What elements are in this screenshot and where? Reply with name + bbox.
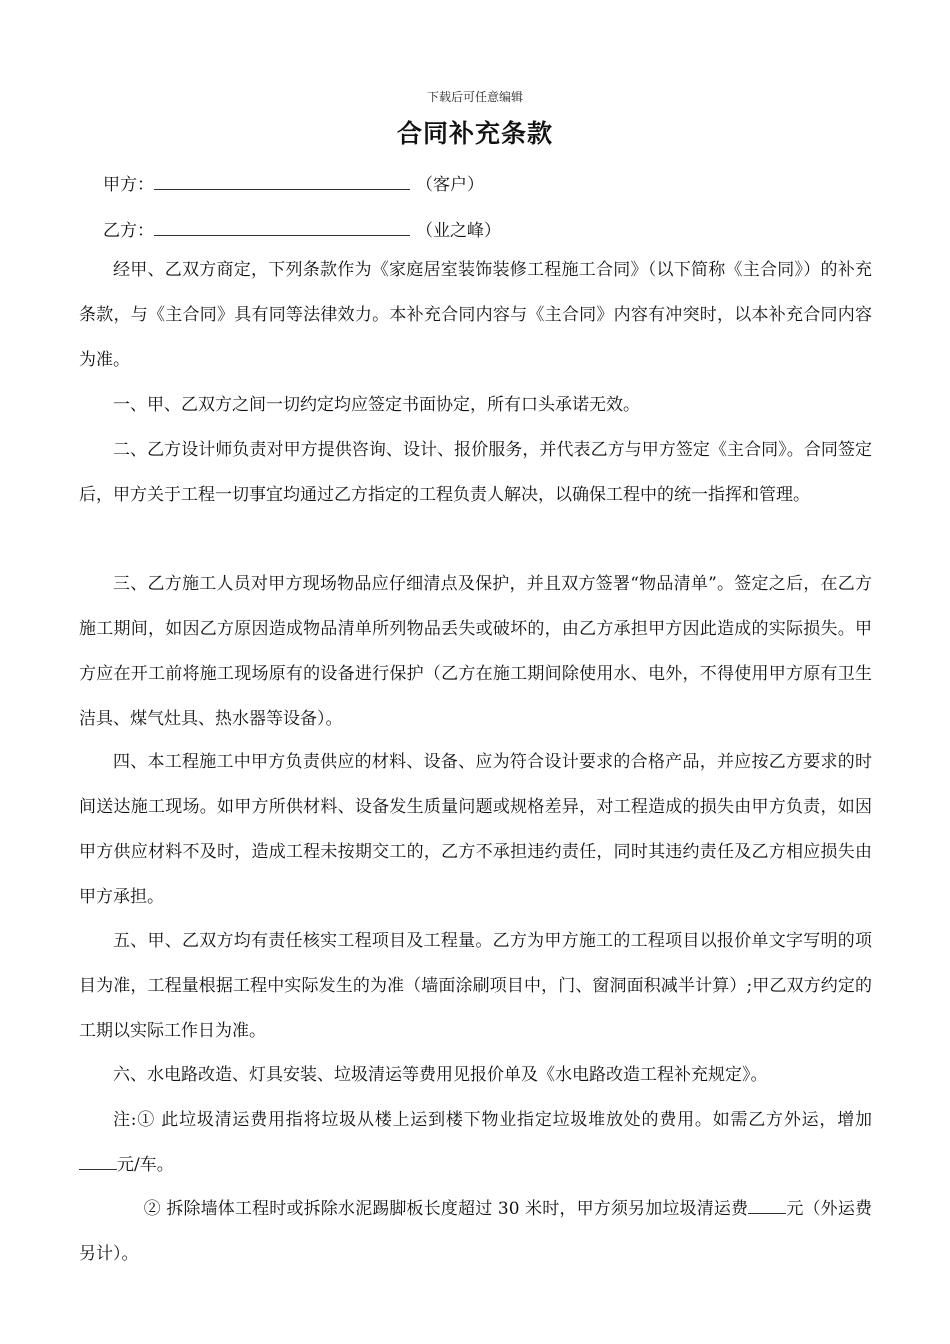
party-b-label: 乙方： bbox=[103, 221, 154, 241]
party-a-line bbox=[103, 170, 484, 195]
party-b-blank bbox=[154, 218, 410, 236]
clause-4: 四、本工程施工中甲方负责供应的材料、设备、应为符合设计要求的合格产品，并应按乙方要求的时间送达施工现场。如甲方所供材料、设备发生质量问题或规格差异，对工程造成的损失由甲方负责，如因甲方供应材料不及时，造成工程未按期交工的，乙方不承担违约责任，同时其违约责任及乙方相应损失由甲方承担。 bbox=[79, 752, 872, 907]
party-a-blank bbox=[154, 172, 410, 190]
document-title: 合同补充条款 bbox=[396, 119, 553, 148]
note-2-text: ② 拆除墙体工程时或拆除水泥踢脚板长度超过 30 米时，甲方须另加垃圾清运费 bbox=[143, 1199, 749, 1219]
note-2-blank bbox=[748, 1197, 786, 1214]
note-1-unit: 元/车。 bbox=[117, 1155, 174, 1175]
party-b-role: （业之峰） bbox=[416, 221, 501, 241]
party-a-label: 甲方： bbox=[103, 175, 154, 195]
header-note: 下载后可任意编辑 bbox=[426, 90, 523, 104]
party-b-line bbox=[103, 216, 501, 241]
note-2 bbox=[79, 1187, 872, 1277]
party-a-role: （客户） bbox=[416, 175, 484, 195]
intro-paragraph: 经甲、乙双方商定，下列条款作为《家庭居室装饰装修工程施工合同》（以下简称《主合同》）的补充条款，与《主合同》具有同等法律效力。本补充合同内容与《主合同》内容有冲突时，以本补充合同内容为准。 bbox=[79, 260, 872, 370]
note-1-text: 注:① 此垃圾清运费用指将垃圾从楼上运到楼下物业指定垃圾堆放处的费用。如需乙方外运，增加 bbox=[113, 1110, 872, 1130]
clause-6: 六、水电路改造、灯具安装、垃圾清运等费用见报价单及《水电路改造工程补充规定》。 bbox=[113, 1065, 768, 1085]
clause-5: 五、甲、乙双方均有责任核实工程项目及工程量。乙方为甲方施工的工程项目以报价单文字写明的项目为准，工程量根据工程中实际发生的为准（墙面涂刷项目中，门、窗洞面积减半计算）;甲乙双方约定的工期以实际工作日为准。 bbox=[79, 931, 872, 1041]
clause-3: 三、乙方施工人员对甲方现场物品应仔细清点及保护，并且双方签署“物品清单”。签定之后，在乙方施工期间，如因乙方原因造成物品清单所列物品丢失或破坏的，由乙方承担甲方因此造成的实际损失。甲方应在开工前将施工现场原有的设备进行保护（乙方在施工期间除使用水、电外，不得使用甲方原有卫生洁具、煤气灶具、热水器等设备）。 bbox=[79, 574, 872, 729]
note-1 bbox=[79, 1098, 872, 1188]
note-1-blank bbox=[79, 1153, 117, 1170]
note-2-unit: 元（外运费另计）。 bbox=[79, 1199, 873, 1264]
clause-2: 二、乙方设计师负责对甲方提供咨询、设计、报价服务，并代表乙方与甲方签定《主合同》。合同签定后，甲方关于工程一切事宜均通过乙方指定的工程负责人解决，以确保工程中的统一指挥和管理。 bbox=[79, 440, 872, 505]
clause-1: 一、甲、乙双方之间一切约定均应签定书面协定，所有口头承诺无效。 bbox=[113, 395, 640, 415]
